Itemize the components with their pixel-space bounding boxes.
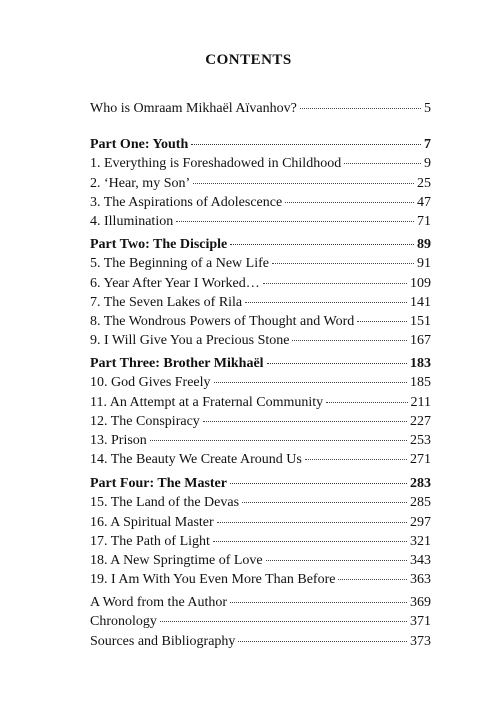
toc-entry[interactable] bbox=[90, 314, 431, 333]
dot-leader bbox=[230, 602, 407, 603]
part-title: Part Three: Brother Mikhaël bbox=[90, 356, 264, 371]
entry-label: 9. I Will Give You a Precious Stone bbox=[90, 333, 290, 349]
dot-leader bbox=[245, 302, 407, 303]
entry-page: 363 bbox=[410, 572, 431, 588]
toc-entry[interactable] bbox=[90, 276, 431, 295]
toc-entry[interactable] bbox=[90, 553, 431, 572]
entry-label: 4. Illumination bbox=[90, 214, 174, 230]
entry-label: 16. A Spiritual Master bbox=[90, 514, 214, 530]
entry-label: Sources and Bibliography bbox=[90, 633, 236, 649]
toc-back-matter bbox=[90, 595, 431, 653]
dot-leader bbox=[344, 163, 421, 164]
toc-entry[interactable] bbox=[90, 595, 431, 614]
part-title: Part One: Youth bbox=[90, 137, 189, 152]
entry-label: 8. The Wondrous Powers of Thought and Word bbox=[90, 314, 355, 330]
part-heading[interactable] bbox=[90, 137, 431, 156]
entry-label: 7. The Seven Lakes of Rila bbox=[90, 294, 243, 310]
toc-entry[interactable] bbox=[90, 375, 431, 394]
dot-leader bbox=[300, 108, 421, 109]
dot-leader bbox=[217, 522, 407, 523]
entry-page: 5 bbox=[424, 101, 431, 116]
toc-entry[interactable] bbox=[90, 195, 431, 214]
entry-page: 9 bbox=[424, 156, 431, 172]
part-page: 7 bbox=[424, 137, 431, 152]
toc-entry[interactable] bbox=[90, 495, 431, 514]
toc-entry[interactable] bbox=[90, 515, 431, 534]
dot-leader bbox=[242, 502, 407, 503]
dot-leader bbox=[238, 641, 407, 642]
toc-entry[interactable] bbox=[90, 295, 431, 314]
dot-leader bbox=[285, 202, 414, 203]
dot-leader bbox=[272, 263, 414, 264]
dot-leader bbox=[338, 579, 407, 580]
entry-page: 373 bbox=[410, 633, 431, 649]
dot-leader bbox=[292, 340, 407, 341]
entry-page: 151 bbox=[410, 314, 431, 330]
part-heading[interactable] bbox=[90, 356, 431, 375]
entry-page: 297 bbox=[410, 514, 431, 530]
entry-page: 109 bbox=[410, 275, 431, 291]
dot-leader bbox=[357, 321, 407, 322]
entry-page: 271 bbox=[410, 452, 431, 468]
toc-entry[interactable] bbox=[90, 414, 431, 433]
entry-label: 13. Prison bbox=[90, 433, 147, 449]
dot-leader bbox=[263, 283, 407, 284]
toc-part-one bbox=[90, 137, 431, 233]
entry-page: 167 bbox=[410, 333, 431, 349]
entry-label: Who is Omraam Mikhaël Aïvanhov? bbox=[90, 101, 297, 116]
page-title: CONTENTS bbox=[205, 52, 292, 68]
entry-label: 5. The Beginning of a New Life bbox=[90, 256, 269, 272]
entry-page: 343 bbox=[410, 553, 431, 569]
entry-label: Chronology bbox=[90, 614, 157, 630]
toc-part-three bbox=[90, 356, 431, 472]
entry-page: 321 bbox=[410, 533, 431, 549]
entry-page: 91 bbox=[417, 256, 431, 272]
entry-label: 14. The Beauty We Create Around Us bbox=[90, 452, 302, 468]
dot-leader bbox=[214, 382, 407, 383]
entry-label: 11. An Attempt at a Fraternal Community bbox=[90, 394, 324, 410]
part-heading[interactable] bbox=[90, 476, 431, 495]
dot-leader bbox=[213, 541, 407, 542]
entry-page: 141 bbox=[410, 294, 431, 310]
dot-leader bbox=[150, 440, 407, 441]
toc-intro bbox=[90, 101, 431, 120]
part-page: 283 bbox=[410, 476, 431, 491]
toc-entry[interactable] bbox=[90, 176, 431, 195]
entry-page: 227 bbox=[410, 413, 431, 429]
entry-label: 3. The Aspirations of Adolescence bbox=[90, 194, 283, 210]
toc-entry[interactable] bbox=[90, 614, 431, 633]
entry-page: 47 bbox=[417, 194, 431, 210]
dot-leader bbox=[230, 483, 407, 484]
entry-page: 371 bbox=[410, 614, 431, 630]
dot-leader bbox=[326, 402, 407, 403]
dot-leader bbox=[193, 183, 414, 184]
entry-page: 253 bbox=[410, 433, 431, 449]
entry-label: 1. Everything is Foreshadowed in Childhood bbox=[90, 156, 342, 172]
toc-part-two bbox=[90, 237, 431, 353]
entry-page: 71 bbox=[417, 214, 431, 230]
entry-page: 285 bbox=[410, 495, 431, 511]
entry-page: 185 bbox=[410, 375, 431, 391]
toc-entry[interactable] bbox=[90, 333, 431, 352]
part-title: Part Four: The Master bbox=[90, 476, 227, 491]
part-page: 183 bbox=[410, 356, 431, 371]
toc-entry[interactable] bbox=[90, 634, 431, 653]
part-page: 89 bbox=[417, 237, 431, 252]
toc-entry[interactable] bbox=[90, 156, 431, 175]
entry-label: 2. ‘Hear, my Son’ bbox=[90, 175, 191, 191]
entry-label: 17. The Path of Light bbox=[90, 533, 210, 549]
entry-label: 12. The Conspiracy bbox=[90, 413, 200, 429]
part-heading[interactable] bbox=[90, 237, 431, 256]
entry-label: 15. The Land of the Devas bbox=[90, 495, 240, 511]
entry-label: 10. God Gives Freely bbox=[90, 375, 211, 391]
toc-entry[interactable] bbox=[90, 214, 431, 233]
toc-entry[interactable] bbox=[90, 395, 431, 414]
toc-entry[interactable] bbox=[90, 534, 431, 553]
dot-leader bbox=[191, 144, 421, 145]
entry-label: 18. A New Springtime of Love bbox=[90, 553, 263, 569]
dot-leader bbox=[266, 560, 407, 561]
entry-label: 19. I Am With You Even More Than Before bbox=[90, 572, 336, 588]
entry-label: 6. Year After Year I Worked… bbox=[90, 275, 260, 291]
part-title: Part Two: The Disciple bbox=[90, 237, 228, 252]
dot-leader bbox=[160, 621, 407, 622]
dot-leader bbox=[305, 459, 407, 460]
toc-entry[interactable] bbox=[90, 452, 431, 471]
entry-page: 369 bbox=[410, 595, 431, 610]
entry-label: A Word from the Author bbox=[90, 595, 228, 610]
dot-leader bbox=[176, 221, 414, 222]
toc-part-four bbox=[90, 476, 431, 592]
toc-entry[interactable] bbox=[90, 256, 431, 275]
dot-leader bbox=[203, 421, 407, 422]
dot-leader bbox=[267, 363, 407, 364]
toc-entry[interactable] bbox=[90, 572, 431, 591]
entry-page: 211 bbox=[410, 394, 431, 410]
toc-entry[interactable] bbox=[90, 433, 431, 452]
toc-entry[interactable] bbox=[90, 101, 431, 120]
dot-leader bbox=[230, 244, 414, 245]
entry-page: 25 bbox=[417, 175, 431, 191]
